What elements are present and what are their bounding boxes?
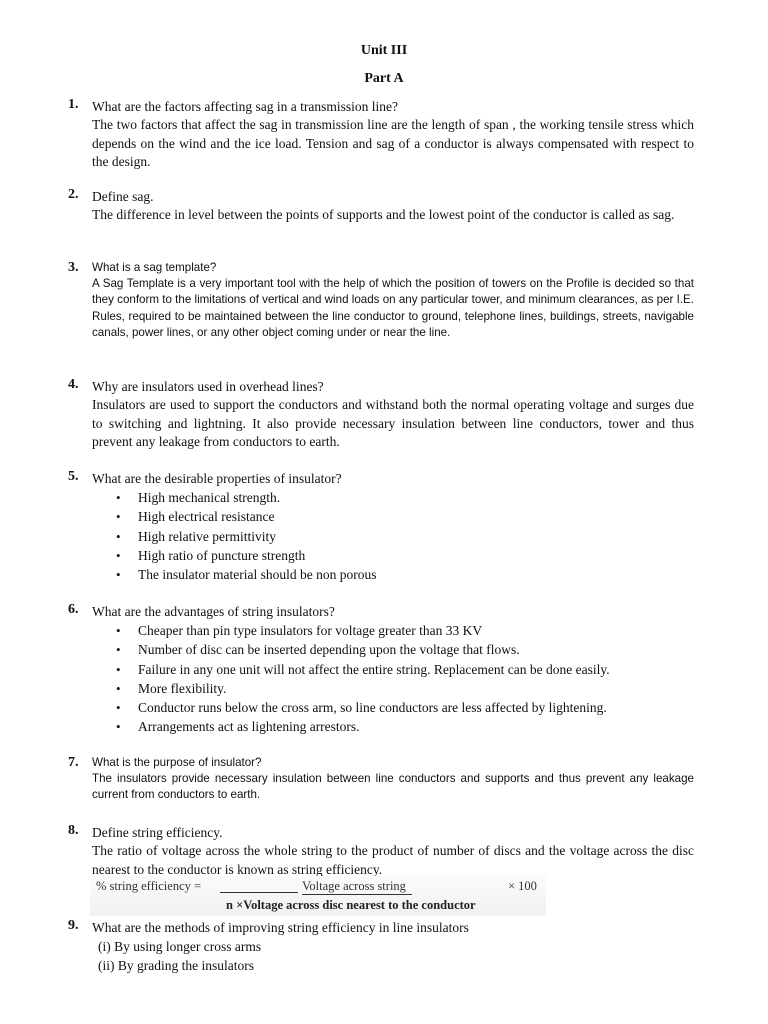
bullet-icon: • xyxy=(116,680,121,696)
question-6 xyxy=(68,602,694,737)
list-item xyxy=(114,660,694,679)
question-2 xyxy=(68,187,694,225)
question-text: What are the methods of improving string efficiency in line insulators xyxy=(92,920,469,935)
question-number: 4. xyxy=(68,377,79,392)
formula-lhs: % string efficiency = xyxy=(96,879,202,893)
question-text: Define string efficiency. xyxy=(92,825,223,840)
bullet-icon: • xyxy=(116,567,121,583)
question-number: 2. xyxy=(68,187,79,202)
question-5 xyxy=(68,469,694,584)
list-item xyxy=(114,565,694,584)
list-item xyxy=(114,621,694,640)
property-list xyxy=(114,488,694,584)
list-item xyxy=(114,640,694,659)
method-item: (i) By using longer cross arms xyxy=(98,939,262,954)
question-number: 8. xyxy=(68,823,79,838)
bullet-icon: • xyxy=(116,490,121,505)
question-1 xyxy=(68,97,694,172)
answer-text: The insulators provide necessary insulation between line conductors and supports and thus prevent any leakage current from conductors to earth. xyxy=(92,772,694,802)
bullet-icon: • xyxy=(116,642,121,658)
formula-multiplier: × 100 xyxy=(508,879,537,893)
list-item-text: High electrical resistance xyxy=(138,509,275,525)
formula-blank-line xyxy=(220,892,298,893)
question-number: 5. xyxy=(68,469,79,484)
bullet-icon: • xyxy=(116,623,121,638)
advantage-list xyxy=(114,621,694,737)
question-number: 1. xyxy=(68,97,79,112)
list-item-text: Cheaper than pin type insulators for voltage greater than 33 KV xyxy=(138,623,483,638)
formula-denominator: n ×Voltage across disc nearest to the conductor xyxy=(226,898,476,912)
list-item-text: High mechanical strength. xyxy=(138,490,281,505)
list-item xyxy=(114,546,694,565)
list-item xyxy=(114,679,694,698)
question-4 xyxy=(68,377,694,452)
list-item-text: The insulator material should be non porous xyxy=(138,567,377,583)
question-number: 3. xyxy=(68,260,79,275)
bullet-icon: • xyxy=(116,719,121,735)
list-item xyxy=(114,507,694,526)
question-text: What is a sag template? xyxy=(92,261,217,274)
list-item-text: Conductor runs below the cross arm, so line conductors are less affected by lightening. xyxy=(138,700,607,716)
question-text: Define sag. xyxy=(92,189,154,204)
question-text: What are the desirable properties of insulator? xyxy=(92,471,342,486)
bullet-icon: • xyxy=(116,661,121,677)
list-item-text: More flexibility. xyxy=(138,680,227,696)
list-item-text: Number of disc can be inserted depending upon the voltage that flows. xyxy=(138,642,520,658)
unit-title: Unit III xyxy=(360,43,408,58)
list-item xyxy=(114,717,694,736)
question-8 xyxy=(68,823,694,879)
question-number: 7. xyxy=(68,755,79,770)
list-item xyxy=(114,527,694,546)
part-title: Part A xyxy=(364,71,404,86)
bullet-icon: • xyxy=(116,547,121,563)
question-number: 9. xyxy=(68,918,79,933)
list-item-text: Failure in any one unit will not affect the entire string. Replacement can be done easily. xyxy=(138,661,610,677)
answer-text: Insulators are used to support the conductors and withstand both the normal operating voltage and surges due to switching and lightning. It also provide necessary insulation between line conductors, tower and thus prevent any leakage from conductors to earth. xyxy=(92,397,694,449)
question-text: What are the factors affecting sag in a transmission line? xyxy=(92,99,399,114)
list-item-text: Arrangements act as lightening arrestors. xyxy=(138,719,360,735)
question-text: What are the advantages of string insulators? xyxy=(92,604,335,619)
list-item-text: High relative permittivity xyxy=(138,528,276,544)
list-item-text: High ratio of puncture strength xyxy=(138,547,306,563)
method-item: (ii) By grading the insulators xyxy=(98,958,254,973)
answer-text: The ratio of voltage across the whole string to the product of number of discs and the voltage across the disc nearest to the conductor is known as string efficiency. xyxy=(92,843,694,877)
bullet-icon: • xyxy=(116,528,121,544)
question-text: Why are insulators used in overhead lines? xyxy=(92,379,324,394)
question-3 xyxy=(68,260,694,341)
question-9 xyxy=(68,918,694,975)
question-text: What is the purpose of insulator? xyxy=(92,756,262,769)
list-item xyxy=(114,698,694,717)
answer-text: The difference in level between the points of supports and the lowest point of the conductor is called as sag. xyxy=(92,207,675,222)
bullet-icon: • xyxy=(116,509,121,525)
list-item xyxy=(114,488,694,507)
formula-numerator: Voltage across string xyxy=(302,879,412,895)
question-7 xyxy=(68,755,694,804)
string-efficiency-formula xyxy=(90,876,546,916)
answer-text: The two factors that affect the sag in transmission line are the length of span , the working tensile stress which depends on the wind and the ice load. Tension and sag of a conductor is always compensated with respect to the design. xyxy=(92,117,694,169)
question-number: 6. xyxy=(68,602,79,617)
answer-text: A Sag Template is a very important tool with the help of which the position of towers on the Profile is decided so that they conform to the limitations of vertical and wind loads on any particular tower, and minimum clearances, as per I.E. Rules, required to be maintained between the line conductor to ground, telephone lines, buildings, streets, navigable canals, power lines, or any other object coming under or near the line. xyxy=(92,277,694,339)
bullet-icon: • xyxy=(116,700,121,716)
